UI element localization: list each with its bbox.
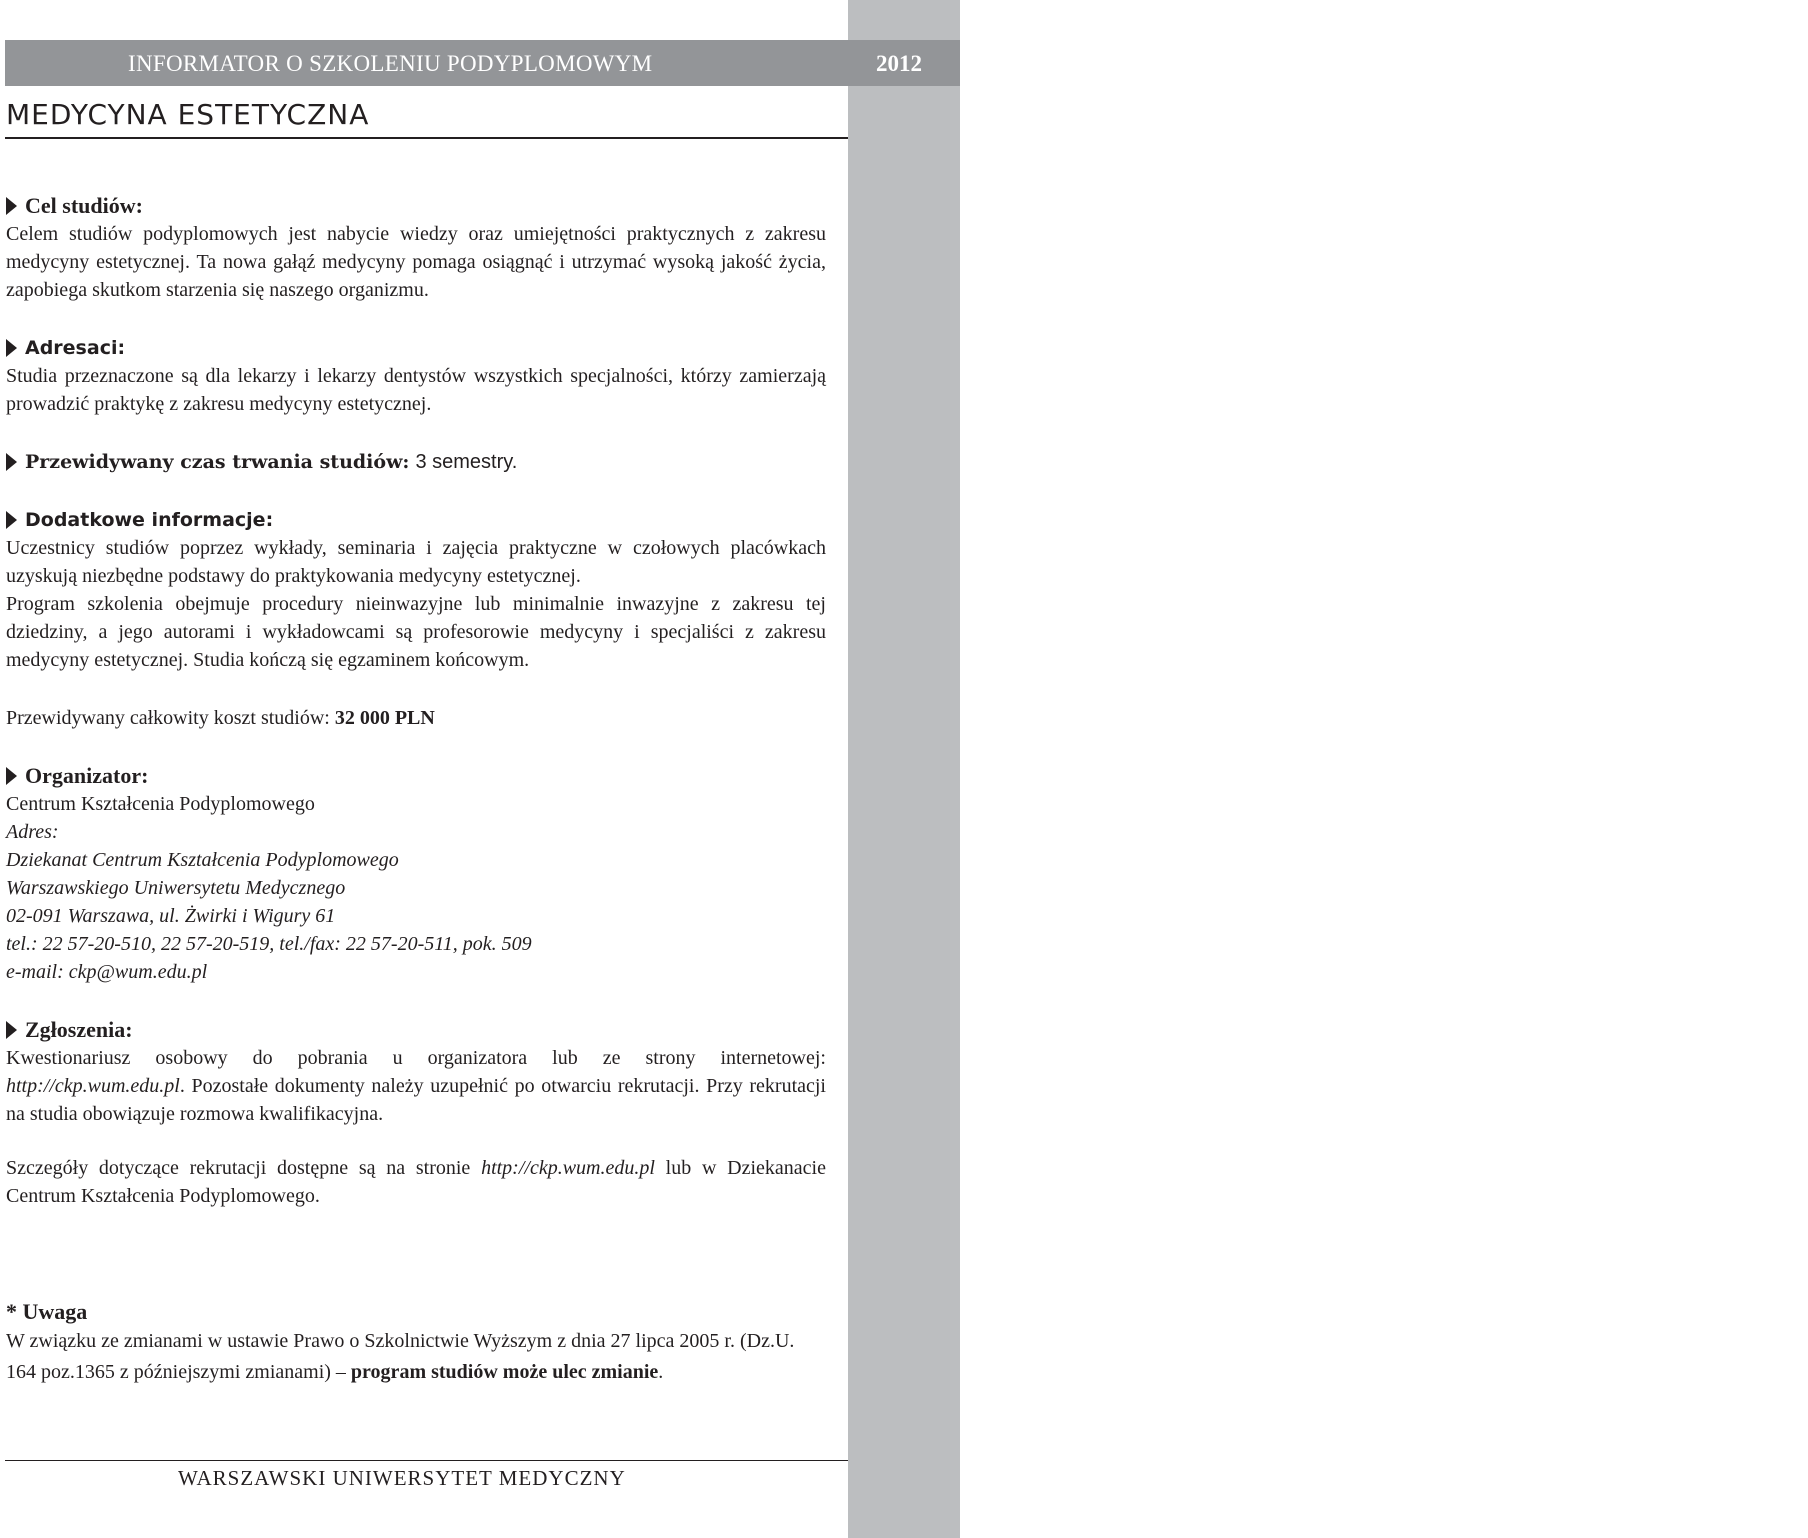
section-heading: Organizator: — [6, 762, 826, 790]
section-cel — [6, 192, 826, 304]
footer-divider — [5, 1460, 848, 1461]
website-link[interactable]: http://ckp.wum.edu.pl — [481, 1157, 655, 1179]
section-heading: Dodatkowe informacje: — [6, 506, 826, 534]
section-text: Uczestnicy studiów poprzez wykłady, seminaria i zajęcia praktyczne w czołowych placówkach uzyskują niezbędne podstawy do praktykowania medycyny estetycznej. — [6, 537, 826, 587]
triangle-bullet-icon — [6, 767, 17, 785]
section-heading: Adresaci: — [6, 334, 826, 362]
section-text: Szczegóły dotyczące rekrutacji dostępne są na stronie http://ckp.wum.edu.pl lub w Dziekanacie Centrum Kształcenia Podyplomowego. — [6, 1157, 826, 1207]
triangle-bullet-icon — [6, 511, 17, 529]
address-line: 02-091 Warszawa, ul. Żwirki i Wigury 61 — [6, 905, 336, 927]
section-text: Kwestionariusz osobowy do pobrania u organizatora lub ze strony internetowej: http://ckp.wum.edu.pl. Pozostałe dokumenty należy uzupełnić po otwarciu rekrutacji. Przy rekrutacji na studia obowiązuje rozmowa kwalifikacyjna. — [6, 1047, 826, 1125]
address-line: Dziekanat Centrum Kształcenia Podyplomowego — [6, 849, 399, 871]
phone-line: tel.: 22 57-20-510, 22 57-20-519, tel./fax: 22 57-20-511, pok. 509 — [6, 933, 532, 955]
note-emphasis: program studiów może ulec zmianie — [350, 1361, 659, 1383]
address-line: Warszawskiego Uniwersytetu Medycznego — [6, 877, 346, 899]
section-czas — [6, 448, 826, 476]
title-divider — [5, 137, 848, 139]
header-title: INFORMATOR O SZKOLENIU PODYPLOMOWYM — [128, 51, 653, 76]
main-content — [6, 192, 826, 1388]
section-heading: Zgłoszenia: — [6, 1016, 826, 1044]
section-organizator — [6, 762, 826, 986]
section-koszt — [6, 704, 826, 732]
section-text: Studia przeznaczone są dla lekarzy i lekarzy dentystów wszystkich specjalności, którzy zamierzają prowadzić praktykę z zakresu medycyny estetycznej. — [6, 365, 826, 415]
website-link[interactable]: http://ckp.wum.edu.pl — [6, 1075, 180, 1097]
organizer-name: Centrum Kształcenia Podyplomowego — [6, 793, 315, 815]
section-heading: Przewidywany czas trwania studiów: 3 semestry. — [6, 448, 826, 476]
note-text: W związku ze zmianami w ustawie Prawo o Szkolnictwie Wyższym z dnia 27 lipca 2005 r. (Dz.U. 164 poz.1365 z późniejszymi zmianami) – program studiów może ulec zmianie. — [6, 1330, 795, 1383]
triangle-bullet-icon — [6, 1021, 17, 1039]
sidebar-title: Medycyna Estetyczna — [1727, 556, 1776, 984]
section-text: Celem studiów podyplomowych jest nabycie wiedzy oraz umiejętności praktycznych z zakresu medycyny estetycznej. Ta nowa gałąź medycyny pomaga osiągnąć i utrzymać wysoką jakość życia, zapobiega skutkom starzenia się naszego organizmu. — [6, 223, 826, 301]
address-label: Adres: — [6, 821, 59, 843]
section-szczegoly — [6, 1154, 826, 1210]
sidebar — [848, 0, 1776, 1538]
section-text: Program szkolenia obejmuje procedury nieinwazyjne lub minimalnie inwazyjne z zakresu tej dziedziny, a jego autorami i wykładowcami są profesorowie medycyny i specjaliści z zakresu medycyny estetycznej. Studia kończą się egzaminem końcowym. — [6, 593, 826, 671]
note-heading: * Uwaga — [6, 1299, 88, 1324]
section-uwaga — [6, 1298, 826, 1388]
section-adresaci — [6, 334, 826, 418]
triangle-bullet-icon — [6, 339, 17, 357]
cost-label: Przewidywany całkowity koszt studiów: — [6, 707, 330, 729]
page-title: MEDYCYNA ESTETYCZNA — [6, 98, 370, 131]
footer-text: WARSZAWSKI UNIWERSYTET MEDYCZNY — [178, 1466, 626, 1490]
email-line: e-mail: ckp@wum.edu.pl — [6, 961, 208, 983]
section-zgloszenia — [6, 1016, 826, 1128]
section-dodatkowe — [6, 506, 826, 674]
cost-value: 32 000 PLN — [334, 707, 435, 729]
triangle-bullet-icon — [6, 453, 17, 471]
section-heading: Cel studiów: — [6, 192, 826, 220]
triangle-bullet-icon — [6, 197, 17, 215]
page-number: 11 — [1731, 1462, 1773, 1497]
header-year: 2012 — [876, 51, 922, 76]
